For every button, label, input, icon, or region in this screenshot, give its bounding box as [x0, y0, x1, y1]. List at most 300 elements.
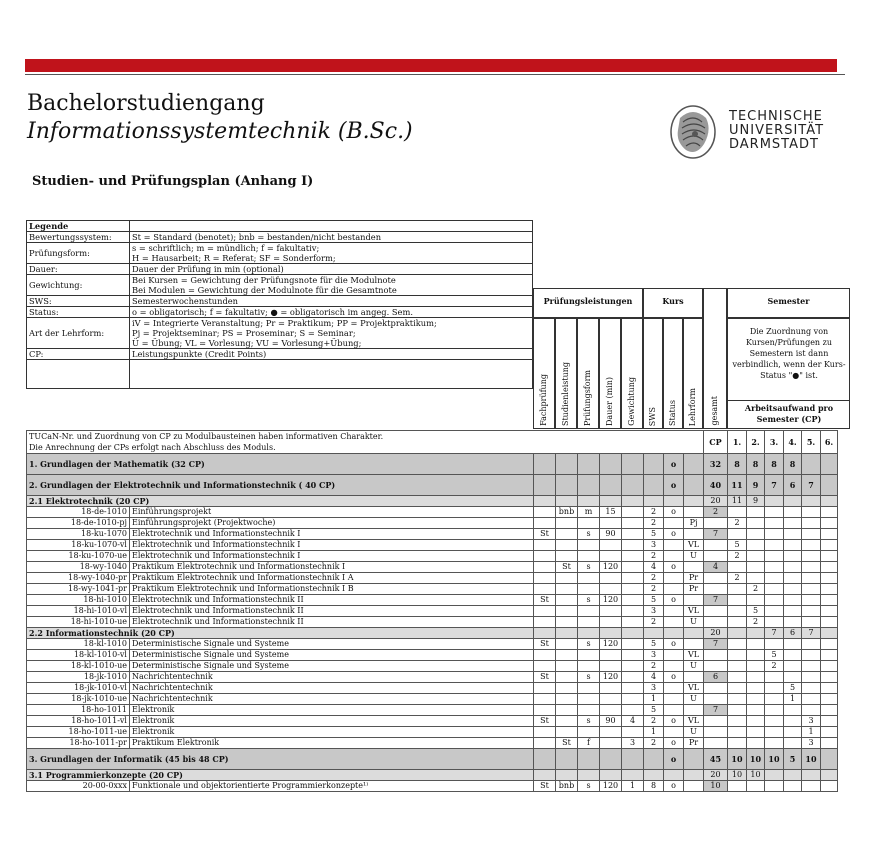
legend-value-line: Leistungspunkte (Credit Points) — [132, 349, 267, 359]
table-cell — [747, 595, 765, 606]
table-cell — [556, 551, 578, 562]
legend-value-line: Bei Modulen = Gewichtung der Modulnote für die Gesamtnote — [132, 285, 397, 295]
table-cell — [784, 606, 802, 617]
table-cell: 120 — [600, 639, 622, 650]
legend-value — [130, 264, 533, 275]
table-cell — [578, 661, 600, 672]
table-cell — [747, 551, 765, 562]
table-cell — [684, 496, 704, 507]
table-cell: 7 — [765, 628, 784, 639]
course-id: 18-de-1010 — [27, 507, 130, 518]
table-cell — [622, 584, 644, 595]
table-cell — [821, 781, 838, 792]
table-cell — [728, 716, 747, 727]
table-cell — [684, 749, 704, 770]
table-cell — [556, 584, 578, 595]
table-cell: 2 — [704, 507, 728, 518]
semester-header: 4. — [784, 431, 802, 454]
semester-header: 5. — [802, 431, 821, 454]
table-cell — [578, 770, 600, 781]
table-cell: 120 — [600, 781, 622, 792]
table-cell — [765, 672, 784, 683]
table-cell: 2 — [747, 617, 765, 628]
table-cell — [821, 540, 838, 551]
table-cell — [728, 529, 747, 540]
table-cell — [747, 507, 765, 518]
table-cell: o — [664, 781, 684, 792]
legend-row — [27, 318, 533, 349]
table-cell — [802, 661, 821, 672]
table-cell — [747, 562, 765, 573]
table-cell: 20 — [704, 770, 728, 781]
table-cell: St — [534, 595, 556, 606]
table-cell: o — [664, 716, 684, 727]
table-cell: 6 — [784, 628, 802, 639]
column-header-label: Status — [668, 400, 677, 426]
table-cell — [664, 628, 684, 639]
table-cell — [578, 551, 600, 562]
table-cell: s — [578, 529, 600, 540]
table-cell — [556, 716, 578, 727]
table-cell — [728, 727, 747, 738]
legend-value-line: s = schriftlich; m = mündlich; f = fakultativ; — [132, 243, 320, 253]
table-row — [27, 738, 838, 749]
table-cell — [600, 518, 622, 529]
legend-table — [26, 220, 533, 389]
table-cell: o — [664, 672, 684, 683]
course-name: Elektronik — [130, 716, 534, 727]
legend-value-line: o = obligatorisch; f = fakultativ; ● = obligatorisch im angeg. Sem. — [132, 307, 413, 317]
table-cell — [578, 518, 600, 529]
table-cell — [684, 562, 704, 573]
legend-row — [27, 296, 533, 307]
column-header-label: Studienleistung — [561, 361, 570, 426]
table-cell — [747, 683, 765, 694]
legend-heading: Legende — [27, 221, 130, 232]
table-row — [27, 683, 838, 694]
table-cell — [556, 694, 578, 705]
table-cell: 5 — [765, 650, 784, 661]
table-cell — [765, 540, 784, 551]
table-cell — [664, 650, 684, 661]
table-note-line: Die Anrechnung der CPs erfolgt nach Abschluss des Moduls. — [29, 443, 276, 452]
table-row — [27, 584, 838, 595]
table-cell — [534, 770, 556, 781]
section-row — [27, 749, 838, 770]
table-cell — [784, 672, 802, 683]
column-header — [533, 288, 850, 429]
table-cell — [534, 683, 556, 694]
table-cell — [704, 650, 728, 661]
table-cell: 7 — [704, 639, 728, 650]
table-cell — [664, 705, 684, 716]
table-cell: 90 — [600, 716, 622, 727]
table-cell — [784, 529, 802, 540]
table-cell — [622, 454, 644, 475]
table-cell — [784, 716, 802, 727]
table-cell — [802, 507, 821, 518]
table-cell: 2 — [644, 716, 664, 727]
table-cell — [747, 781, 765, 792]
table-cell — [684, 595, 704, 606]
table-cell — [704, 551, 728, 562]
table-cell — [704, 584, 728, 595]
table-cell — [534, 694, 556, 705]
table-cell: 7 — [704, 705, 728, 716]
legend-value — [130, 307, 533, 318]
course-name: Elektrotechnik und Informationstechnik I — [130, 529, 534, 540]
table-cell — [728, 507, 747, 518]
table-cell — [728, 628, 747, 639]
table-cell — [534, 738, 556, 749]
table-cell: o — [664, 738, 684, 749]
table-cell — [534, 562, 556, 573]
table-cell: Ü — [684, 551, 704, 562]
table-cell — [747, 540, 765, 551]
table-cell — [821, 749, 838, 770]
table-cell — [821, 606, 838, 617]
table-cell — [784, 727, 802, 738]
table-cell: 11 — [728, 475, 747, 496]
column-header-label: Lehrform — [688, 387, 697, 426]
table-cell — [802, 551, 821, 562]
table-cell: 6 — [784, 475, 802, 496]
table-cell — [600, 683, 622, 694]
table-cell — [534, 573, 556, 584]
semester-header: 3. — [765, 431, 784, 454]
table-cell — [821, 727, 838, 738]
legend-value-line: Ü = Übung; VL = Vorlesung; VU = Vorlesung+Übung; — [132, 338, 362, 348]
table-cell: 2 — [644, 551, 664, 562]
table-cell — [684, 529, 704, 540]
table-cell — [747, 716, 765, 727]
course-name: Elektronik — [130, 705, 534, 716]
table-cell — [765, 606, 784, 617]
table-cell — [704, 617, 728, 628]
table-cell: 7 — [704, 595, 728, 606]
section-name: 2. Grundlagen der Elektrotechnik und Informationstechnik ( 40 CP) — [27, 475, 534, 496]
page-title-line1: Bachelorstudiengang — [27, 91, 265, 116]
table-cell — [622, 617, 644, 628]
table-cell — [728, 683, 747, 694]
table-cell — [747, 650, 765, 661]
table-cell — [821, 529, 838, 540]
university-name-line3: DARMSTADT — [729, 137, 819, 152]
table-cell — [622, 727, 644, 738]
column-header-label: Prüfungsform — [583, 369, 592, 426]
table-cell — [784, 705, 802, 716]
table-cell: St — [534, 529, 556, 540]
table-cell — [802, 770, 821, 781]
table-cell — [664, 727, 684, 738]
table-cell — [765, 507, 784, 518]
table-cell — [684, 639, 704, 650]
table-cell: 45 — [704, 749, 728, 770]
table-cell: 6 — [704, 672, 728, 683]
table-cell — [784, 617, 802, 628]
table-cell: 15 — [600, 507, 622, 518]
table-row — [27, 716, 838, 727]
table-cell — [600, 496, 622, 507]
table-cell: s — [578, 716, 600, 727]
table-cell — [765, 694, 784, 705]
table-cell: o — [664, 475, 684, 496]
course-id: 18-ho-1011-ue — [27, 727, 130, 738]
table-cell — [802, 650, 821, 661]
table-cell — [704, 606, 728, 617]
table-row — [27, 781, 838, 792]
header-red-bar — [25, 59, 837, 72]
table-cell — [644, 770, 664, 781]
table-row — [27, 727, 838, 738]
table-cell — [578, 475, 600, 496]
table-cell — [765, 683, 784, 694]
table-cell — [534, 496, 556, 507]
legend-key: CP: — [27, 349, 130, 360]
table-cell — [802, 705, 821, 716]
table-cell — [622, 672, 644, 683]
table-cell: 2 — [644, 738, 664, 749]
table-cell: VL — [684, 683, 704, 694]
table-cell — [600, 540, 622, 551]
legend-row — [27, 232, 533, 243]
table-cell — [765, 770, 784, 781]
table-cell: bnb — [556, 507, 578, 518]
table-cell: s — [578, 562, 600, 573]
table-cell — [747, 639, 765, 650]
table-cell: 8 — [728, 454, 747, 475]
table-row — [27, 694, 838, 705]
table-cell — [664, 661, 684, 672]
table-cell: 8 — [784, 454, 802, 475]
table-cell: Pr — [684, 738, 704, 749]
table-cell: 5 — [728, 540, 747, 551]
table-cell — [622, 683, 644, 694]
course-name: Praktikum Elektronik — [130, 738, 534, 749]
table-cell — [704, 694, 728, 705]
column-header-label: SWS — [648, 406, 657, 426]
table-cell — [765, 617, 784, 628]
table-cell — [704, 738, 728, 749]
page-subtitle: Studien- und Prüfungsplan (Anhang I) — [32, 174, 314, 189]
legend-row — [27, 264, 533, 275]
table-cell — [704, 661, 728, 672]
legend-value-line: Semesterwochenstunden — [132, 296, 239, 306]
table-cell — [622, 573, 644, 584]
table-cell — [747, 694, 765, 705]
table-cell — [802, 683, 821, 694]
column-header-label: Fachprüfung — [539, 374, 548, 426]
table-cell — [784, 573, 802, 584]
table-cell — [600, 454, 622, 475]
table-cell: bnb — [556, 781, 578, 792]
course-id: 18-ho-1011 — [27, 705, 130, 716]
table-cell: o — [664, 454, 684, 475]
table-cell — [784, 738, 802, 749]
table-cell: 2 — [765, 661, 784, 672]
table-cell — [802, 781, 821, 792]
section-name: 2.1 Elektrotechnik (20 CP) — [27, 496, 534, 507]
table-cell — [534, 661, 556, 672]
table-cell — [728, 694, 747, 705]
table-cell — [556, 518, 578, 529]
course-id: 18-jk-1010-vl — [27, 683, 130, 694]
table-cell — [600, 694, 622, 705]
table-cell — [556, 628, 578, 639]
table-cell — [622, 507, 644, 518]
table-cell: Pj — [684, 518, 704, 529]
table-cell — [578, 573, 600, 584]
table-cell — [534, 617, 556, 628]
table-cell — [765, 738, 784, 749]
table-cell — [622, 540, 644, 551]
table-row — [27, 562, 838, 573]
table-cell: s — [578, 781, 600, 792]
table-cell — [534, 584, 556, 595]
table-cell — [664, 518, 684, 529]
table-cell — [600, 617, 622, 628]
table-cell — [664, 496, 684, 507]
course-name: Funktionale und objektorientierte Programmierkonzepte¹⁾ — [130, 781, 534, 792]
table-row — [27, 672, 838, 683]
table-cell: 8 — [765, 454, 784, 475]
table-cell — [600, 606, 622, 617]
table-cell — [802, 617, 821, 628]
table-row — [27, 650, 838, 661]
table-cell — [556, 705, 578, 716]
table-cell — [556, 650, 578, 661]
table-cell: Ü — [684, 694, 704, 705]
table-cell: 2 — [728, 518, 747, 529]
table-cell — [534, 727, 556, 738]
course-id: 18-ho-1011-vl — [27, 716, 130, 727]
table-row — [27, 617, 838, 628]
table-cell: St — [534, 716, 556, 727]
table-cell — [622, 770, 644, 781]
table-cell — [622, 650, 644, 661]
table-cell — [765, 639, 784, 650]
table-cell: St — [556, 562, 578, 573]
table-cell — [534, 540, 556, 551]
legend-value — [130, 243, 533, 264]
table-cell — [622, 518, 644, 529]
legend-value-line: Bei Kursen = Gewichtung der Prüfungsnote für die Modulnote — [132, 275, 396, 285]
legend-key: Status: — [27, 307, 130, 318]
semester-header: 1. — [728, 431, 747, 454]
table-cell: 4 — [644, 672, 664, 683]
table-cell — [534, 454, 556, 475]
table-cell — [644, 628, 664, 639]
legend-row — [27, 243, 533, 264]
table-cell — [556, 496, 578, 507]
table-cell: 5 — [644, 705, 664, 716]
table-cell: s — [578, 672, 600, 683]
table-cell: Ü — [684, 617, 704, 628]
course-id: 18-ku-1070-ue — [27, 551, 130, 562]
table-cell — [600, 661, 622, 672]
table-cell — [784, 584, 802, 595]
table-cell: 1 — [644, 727, 664, 738]
table-row — [27, 518, 838, 529]
table-cell — [821, 705, 838, 716]
table-cell — [578, 540, 600, 551]
table-cell — [765, 496, 784, 507]
table-cell — [664, 617, 684, 628]
table-cell — [664, 551, 684, 562]
table-cell — [664, 540, 684, 551]
table-cell — [534, 628, 556, 639]
course-id: 18-hi-1010-vl — [27, 606, 130, 617]
table-cell — [765, 705, 784, 716]
table-cell — [802, 562, 821, 573]
table-cell — [802, 672, 821, 683]
table-cell: VL — [684, 650, 704, 661]
table-cell: 10 — [765, 749, 784, 770]
course-id: 18-jk-1010-ue — [27, 694, 130, 705]
table-cell: o — [664, 749, 684, 770]
table-cell — [644, 475, 664, 496]
page-title-line2: Informationssystemtechnik (B.Sc.) — [27, 119, 413, 144]
table-cell — [747, 672, 765, 683]
table-cell — [684, 770, 704, 781]
table-cell — [664, 683, 684, 694]
legend-value-line: St = Standard (benotet); bnb = bestanden/nicht bestanden — [132, 232, 382, 242]
semester-group-label: Semester — [767, 296, 810, 306]
table-cell: 7 — [765, 475, 784, 496]
subsection-row — [27, 770, 838, 781]
course-id: 18-ku-1070 — [27, 529, 130, 540]
table-cell: St — [534, 672, 556, 683]
table-cell — [556, 683, 578, 694]
course-id: 18-jk-1010 — [27, 672, 130, 683]
table-cell — [664, 694, 684, 705]
table-cell — [556, 672, 578, 683]
course-name: Elektrotechnik und Informationstechnik II — [130, 606, 534, 617]
table-cell — [784, 650, 802, 661]
kurs-group-label: Kurs — [662, 296, 684, 306]
table-cell — [802, 540, 821, 551]
section-name: 3.1 Programmierkonzepte (20 CP) — [27, 770, 534, 781]
course-id: 18-wy-1040 — [27, 562, 130, 573]
course-name: Nachrichtentechnik — [130, 694, 534, 705]
section-name: 1. Grundlagen der Mathematik (32 CP) — [27, 454, 534, 475]
table-cell — [802, 496, 821, 507]
table-cell — [728, 617, 747, 628]
table-cell — [765, 595, 784, 606]
table-cell — [802, 529, 821, 540]
table-cell — [704, 716, 728, 727]
table-cell — [704, 573, 728, 584]
table-cell: 1 — [622, 781, 644, 792]
course-id: 18-wy-1040-pr — [27, 573, 130, 584]
legend-key: Art der Lehrform: — [27, 318, 130, 349]
table-cell — [821, 639, 838, 650]
section-name: 3. Grundlagen der Informatik (45 bis 48 CP) — [27, 749, 534, 770]
table-cell — [802, 694, 821, 705]
table-cell: 2 — [644, 518, 664, 529]
table-cell — [556, 606, 578, 617]
table-cell: 10 — [802, 749, 821, 770]
legend-key: Gewichtung: — [27, 275, 130, 296]
course-name: Praktikum Elektrotechnik und Informationstechnik I — [130, 562, 534, 573]
table-cell — [704, 727, 728, 738]
table-cell: 2 — [747, 584, 765, 595]
table-cell — [534, 551, 556, 562]
table-cell — [684, 507, 704, 518]
table-cell — [600, 738, 622, 749]
table-cell — [821, 496, 838, 507]
table-cell — [600, 475, 622, 496]
